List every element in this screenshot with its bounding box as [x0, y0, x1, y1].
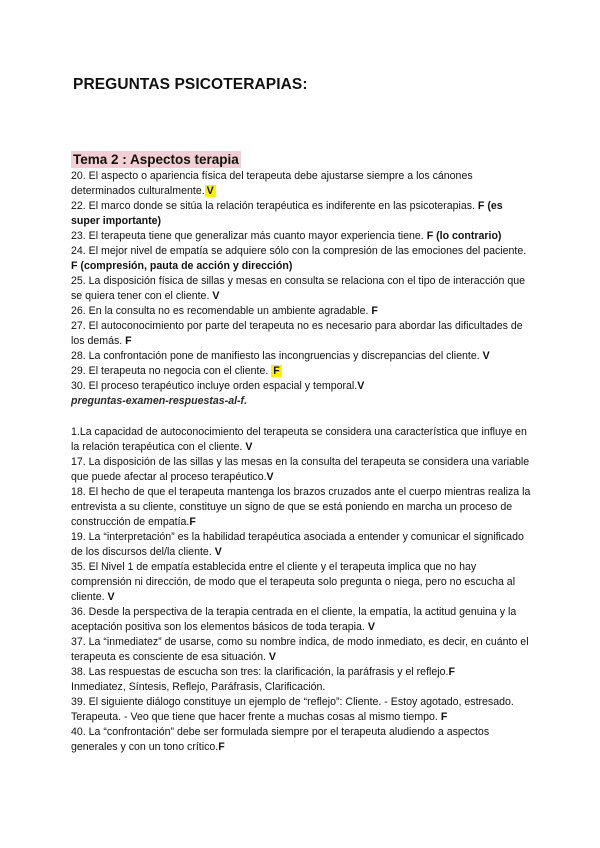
- topic-heading: Tema 2 : Aspectos terapia: [73, 152, 239, 167]
- answer-badge: F (compresión, pauta de acción y dirección): [71, 260, 293, 272]
- question-item: 24. El mejor nivel de empatía se adquiere sólo con la compresión de las emociones del paciente. F (compresión, pauta de acción y dirección): [71, 245, 527, 272]
- answer-badge: F: [371, 305, 378, 317]
- answer-badge: V: [482, 350, 490, 362]
- question-item: 20. El aspecto o apariencia física del terapeuta debe ajustarse siempre a los cánones determinados culturalmente. V: [71, 170, 473, 197]
- answer-explanation: Inmediatez, Síntesis, Reflejo, Paráfrasis, Clarificación.: [71, 681, 326, 693]
- answer-badge: F: [273, 365, 280, 377]
- question-item: 23. El terapeuta tiene que generalizar más cuanto mayor experiencia tiene. F (lo contrario): [71, 230, 502, 242]
- question-item: 37. La “inmediatez” de usarse, como su nombre indica, de modo inmediato, es decir, en cuánto el terapeuta es consciente de esa situación. V: [71, 636, 529, 663]
- answer-badge: V: [245, 441, 253, 453]
- question-item: 39. El siguiente diálogo constituye un ejemplo de “reflejo”: Cliente. - Estoy agotado, estresado. Terapeuta. - Veo que tiene que hacer frente a muchas cosas al mismo tiempo. F: [71, 696, 514, 723]
- question-item: 27. El autoconocimiento por parte del terapeuta no es necesario para abordar las dificultades de los demás. F: [71, 320, 523, 347]
- answer-badge: V: [357, 380, 365, 392]
- answer-badge: V: [266, 471, 274, 483]
- question-item: 18. El hecho de que el terapeuta mantenga los brazos cruzados ante el cuerpo mientras realiza la entrevista a su cliente, constituye un signo de que se está poniendo en marcha un proceso de construcción de empatía.F: [71, 486, 531, 528]
- answer-badge: V: [214, 546, 222, 558]
- question-item: 26. En la consulta no es recomendable un ambiente agradable. F: [71, 305, 378, 317]
- source-link[interactable]: preguntas-examen-respuestas-al-f.: [71, 395, 248, 407]
- answer-badge: F: [448, 666, 455, 678]
- answer-badge: V: [212, 290, 220, 302]
- answer-badge: V: [206, 185, 214, 197]
- answer-badge: F: [189, 516, 196, 528]
- question-item: 35. El Nivel 1 de empatía establecida entre el cliente y el terapeuta implica que no hay comprensión ni dirección, de modo que el terapeuta solo pregunta o niega, pero no escucha al cliente. V: [71, 561, 516, 603]
- question-list-b: [71, 425, 531, 755]
- question-item: 29. El terapeuta no negocia con el cliente. F: [71, 365, 280, 377]
- question-item: 1.La capacidad de autoconocimiento del terapeuta se considera una característica que influye en la relación terapéutica con el cliente. V: [71, 426, 527, 453]
- answer-badge: V: [367, 621, 375, 633]
- answer-badge: F (es super importante): [71, 200, 503, 227]
- question-item: 38. Las respuestas de escucha son tres: la clarificación, la paráfrasis y el reflejo.F Inmediatez, Síntesis, Reflejo, Paráfrasis, Clarificación.: [71, 666, 455, 693]
- question-item: 40. La “confrontación” debe ser formulada siempre por el terapeuta aludiendo a aspectos generales y con un tono crítico.F: [71, 726, 490, 753]
- question-item: 17. La disposición de las sillas y las mesas en la consulta del terapeuta se considera una variable que puede afectar al proceso terapéutico.V: [71, 456, 530, 483]
- answer-badge: F (lo contrario): [426, 230, 502, 242]
- answer-badge: F: [125, 335, 132, 347]
- question-item: 30. El proceso terapéutico incluye orden espacial y temporal.V: [71, 380, 365, 392]
- spacer: [71, 409, 531, 425]
- question-item: 36. Desde la perspectiva de la terapia centrada en el cliente, la empatía, la actitud genuina y la aceptación positiva son los elementos básicos de toda terapia. V: [71, 606, 517, 633]
- question-item: 25. La disposición física de sillas y mesas en consulta se relaciona con el tipo de interacción que se quiera tener con el cliente. V: [71, 275, 526, 302]
- question-list-a: [71, 169, 531, 394]
- answer-badge: F: [440, 711, 448, 723]
- page-title: PREGUNTAS PSICOTERAPIAS:: [73, 76, 308, 93]
- answer-badge: F: [218, 741, 225, 753]
- answer-badge: V: [268, 651, 276, 663]
- question-section: [71, 151, 531, 755]
- answer-badge: V: [107, 591, 115, 603]
- question-item: 22. El marco donde se sitúa la relación terapéutica es indiferente en las psicoterapias. F (es super importante): [71, 200, 503, 227]
- question-item: 19. La “interpretación” es la habilidad terapéutica asociada a entender y comunicar el significado de los discursos del/la cliente. V: [71, 531, 524, 558]
- question-item: 28. La confrontación pone de manifiesto las incongruencias y discrepancias del cliente. V: [71, 350, 490, 362]
